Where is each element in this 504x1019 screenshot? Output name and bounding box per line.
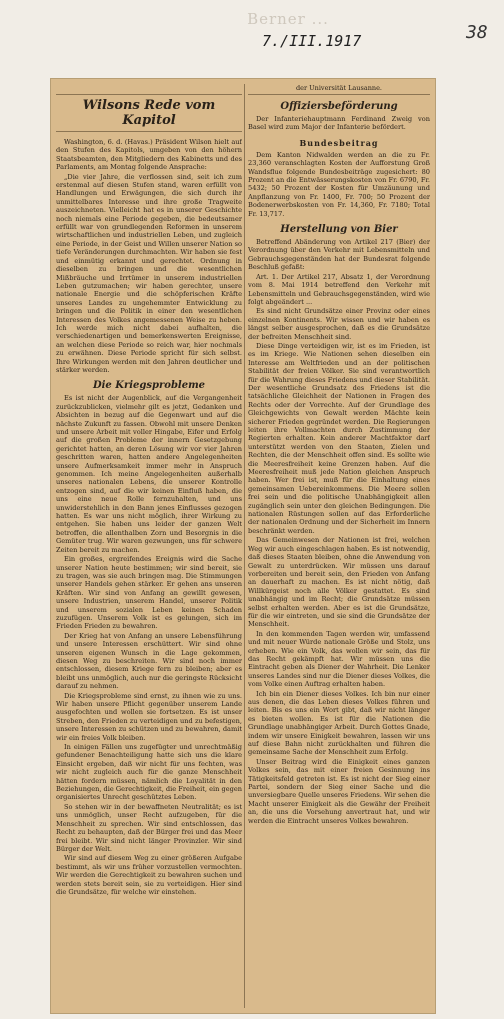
article-paragraph: Diese Dinge verteidigen wir, ist es im Frieden, ist es im Kriege. Wie Nationen sehen dieselben ein Interesse am Weltfrieden und an der politischen Stabilität der freien Völker. Sie sind verantwortlich für die Wahrung dieses Friedens und dieser Stabilität. Der wesentliche Grundsatz des Friedens ist die tatsächliche Gleichheit der Nationen in Fragen des Rechts oder der Vorrechte. Auf der Grundlage des Gleichgewichts von Gewalt werden Mächte kein sicherer Frieden gegründet werden. Die Regierungen leiten ihre Vollmachten durch Zustimmung der Regierten erhalten. Kein anderer Machtfaktor darf unterstützt werden von den Staaten, Zielen und Rechten, die der Menschheit offen sind. Es sollte wie die Meeresfreiheit keine Grenzen haben. Auf die Meeresfreiheit muß jede Nation gleichen Anspruch haben. Wer frei ist, muß für die Einhaltung eines gemeinsamen Uebereinkommens. Die Meere sollen frei sein und die politische Unabhängigkeit allen zugänglich sein unter den gleichen Bedingungen. Die nationalen Rüstungen sollen auf das Erforderliche der nationalen Ordnung und der Sicherheit im Innern beschränkt werden. <box>248 341 430 535</box>
continuation-line: der Universität Lausanne. <box>248 84 430 95</box>
newspaper-clipping <box>50 78 436 1014</box>
article-paragraph: Es sind nicht Grundsätze einer Provinz oder eines einzelnen Kontinents. Wir wissen und wir haben es längst selber ausgesprochen, daß es die Grundsätze der befreiten Menschheit sind. <box>248 307 430 341</box>
article-paragraph: Washington, 6. d. (Havas.) Präsident Wilson hielt auf den Stufen des Kapitols, umgeben von den höhern Staatsbeamten, den Mitgliedern des Kabinetts und des Parlaments, am Montag folgende Ansprache: <box>56 138 242 172</box>
right-column <box>248 84 430 1008</box>
article-paragraph: In einigen Fällen uns zugefügter und unrechtmäßig gefundener Benachteiligung hatte sich uns die klare Einsicht ergeben, daß wir nicht für uns fechten, was wir nicht zugleich auch für die ganze Menschheit hätten fordern müssen, nämlich die Loyalität in den Beziehungen, die Gerechtigkeit, die Freiheit, ein gegen organisiertes Unrecht geschütztes Leben. <box>56 743 242 802</box>
article-paragraph: Ein großes, ergreifendes Ereignis wird die Sache unserer Nation heute bestimmen; wir sind bereit, sie zu tragen, was sie auch bringen mag. Die Stimmungen unserer Handels gehen stärker. Er gehen ans unseren Kräften. Wir sind von Anfang an gewillt gewesen, unsere Industrien, unserem Handel, unserer Politik und unserem sozialen Leben keinen Schaden zuzufügen. Unserem Volk ist es gelungen, sich im Frieden Frieden zu bewahren. <box>56 555 242 631</box>
column-divider <box>244 84 245 1008</box>
article-paragraph: Die Kriegsprobleme sind ernst, zu ihnen wie zu uns. Wir haben unsere Pflicht gegenüber unserem Lande ausgefochten und wollen sie fortsetzen. Es ist unser Streben, den Frieden zu verteidigen und zu befestigen, unsere Interessen zu schützen und zu bewahren, damit wir ein freies Volk bleiben. <box>56 691 242 742</box>
section-title: Offiziersbeförderung <box>280 101 398 112</box>
article-paragraph: Unser Beitrag wird die Einigkeit eines ganzen Volkes sein, das mit einer freien Gesinnung ins Tätigkeitsfeld getreten ist. Es ist nicht der Sieg einer Partei, sondern der Sieg einer Sache und die unversiegbare Quelle unseres Friedens. Wir sehen die Macht unserer Einigkeit als die Gewähr der Freiheit an, die uns die Vorsehung anvertraut hat, und wir werden die Eintracht unseres Volkes bewahren. <box>248 757 430 825</box>
article-paragraph: Art. 1. Der Artikel 217, Absatz 1, der Verordnung vom 8. Mai 1914 betreffend den Verkehr mit Lebensmitteln und Gebrauchsgegenständen, wird wie folgt abgeändert ... <box>248 272 430 306</box>
article-paragraph: Der Infanteriehauptmann Ferdinand Zweig von Basel wird zum Major der Infanterie befördert. <box>248 115 430 132</box>
left-column <box>56 84 242 1008</box>
handwritten-date: 7./III.1917 <box>262 32 362 50</box>
article-paragraph: Betreffend Abänderung von Artikel 217 (Bier) der Verordnung über den Verkehr mit Lebensmitteln und Gebrauchsgegenständen hat der Bundesrat folgende Beschluß gefaßt: <box>248 238 430 272</box>
article-paragraph: In den kommenden Tagen werden wir, umfassend und mit neuer Würde nationale Größe und Stolz, uns erheben. Wie ein Volk, das wollen wir sein, das für das Recht gekämpft hat. Wir müssen uns die Eintracht geben als Diener der Wahrheit. Die Lenker unseres Landes sind nur die Diener dieses Volkes, die vom Volke einen Auftrag erhalten haben. <box>248 629 430 689</box>
handwritten-page-number: 38 <box>466 22 488 43</box>
article-paragraph: Der Krieg hat von Anfang an unsere Lebensführung und unsere Interessen erschüttert. Wir sind ohne unseren eigenen Wunsch in die Lage gekommen, diesen Weg zu beschreiten. Wir sind noch immer entschlossen, diesem Kriege fern zu bleiben; aber es bleibt uns unmöglich, auch nur die geringste Rücksicht darauf zu nehmen. <box>56 631 242 691</box>
article-paragraph: „Die vier Jahre, die verflossen sind, seit ich zum erstenmal auf diesen Stufen stand, waren erfüllt von Handlungen und Erwägungen, die sich durch ihr unmittelbares Interesse und ihre große Tragweite auszeichneten. Vielleicht hat es in unserer Geschichte noch niemals eine Periode gegeben, die bedeutsamer erfüllt war von grundlegenden Reformen in unserem wirtschaftlichen und industriellen Leben, und zugleich eine Periode, in der Geist und Willen unserer Nation so tiefe Veränderungen durchmachten. Wir haben sie fest und einmütig erkannt und gerechtet. Ordnung in dieselben zu bringen und die wesentlichen Mißbräuche und Irrtümer in unserem industriellen Leben gutzumachen; wir haben gerechter, unsere nationale Energie und die schöpferischen Kräfte unseres Landes zu ungehemmter Entwicklung zu bringen und die Politik in einer den wesentlichen Interessen des Volkes angemessenen Weise zu heben. Ich werde mich nicht dabei aufhalten, die verschiedenartigen und bemerkenswerten Ereignisse, an welchen diese Periode so reich war, hier nochmals zu erwähnen. Diese Periode spricht für sich selbst. Ihre Wirkungen werden mit den Jahren deutlicher und stärker werden. <box>56 172 242 374</box>
article-paragraph: Dem Kanton Nidwalden werden an die zu Fr. 23,360 veranschlagten Kosten der Aufforstung Groß Wandsflue folgende Bundesbeiträge zugesichert: 80 Prozent an die Entwässerungskosten von Fr. 6790, Fr. 5432; 50 Prozent der Kosten für Umzäunung und Anpflanzung von Fr. 1400, Fr. 700; 50 Prozent der Bodenerwerbskosten von Fr. 14,360, Fr. 7180; Total Fr. 13,717. <box>248 150 430 218</box>
article-paragraph: Wir sind auf diesem Weg zu einer größeren Aufgabe bestimmt, als wir uns früher vorzustellen vermochten. Wir werden die Gerechtigkeit zu bewahren suchen und werden stets bereit sein, sie zu verteidigen. Hier sind die Grundsätze, für welche wir einstehen. <box>56 854 242 896</box>
article-paragraph: Das Gemeinwesen der Nationen ist frei, welchen Weg wir auch eingeschlagen haben. Es ist notwendig, daß dieses Staaten bleiben, ohne die Anwendung von Gewalt zu unterdrücken. Wir müssen uns darauf vorbereiten und bereit sein, den Frieden von Anfang an dauerhaft zu machen. Es ist nicht nötig, daß Willkürgeist noch alle Völker gestattet. Es sind unabhängig und im Recht; die Grundsätze müssen selbst erhalten werden. Aber es ist die Grundsätze, für die wir eintreten, und sie sind die Grundsätze der Menschheit. <box>248 536 430 629</box>
article-headline: Wilsons Rede vom Kapitol <box>56 94 242 132</box>
archive-stamp: Berner ... <box>247 10 329 28</box>
article-paragraph: Ich bin ein Diener dieses Volkes. Ich bin nur einer aus denen, die das Leben dieses Volkes führen und leiten. Bis es uns ein Wort gibt, daß wir nicht länger es bieten wollen. Es ist für die Nationen die Grundlage unabhängiger Arbeit. Durch Gottes Gnade, indem wir unsere Einigkeit bewahren, lassen wir uns auf diese Bahn nicht zurückhalten und führen die gemeinsame Sache der Menschheit zum Erfolg. <box>248 689 430 757</box>
section-title: Bundesbeitrag <box>299 137 379 148</box>
article-paragraph: So stehen wir in der bewaffneten Neutralität; es ist uns unmöglich, unser Recht aufzugeben, für die Menschheit zu sprechen. Wir sind entschlossen, das Recht zu behaupten, daß der Bürger frei und das Meer frei bleibt. Wir sind nicht länger Provinzler. Wir sind Bürger der Welt. <box>56 802 242 853</box>
article-paragraph: Es ist nicht der Augenblick, auf die Vergangenheit zurückzublicken, vielmehr gilt es jetzt, Gedanken und Absichten in bezug auf die Gegenwart und auf die nächste Zukunft zu fassen. Obwohl mit unsere Denken und unsere Arbeit mit voller Hingabe, Eifer und Erfolg auf die großen Probleme der innern Gesetzgebung gerichtet hatten, an deren Lösung wir vor vier Jahren geschritten waren, hatten andere Angelegenheiten unsere Aufmerksamkeit immer mehr in Anspruch genommen. Ich meine Angelegenheiten außerhalb unseres nationalen Lebens, die unserer Kontrolle entzogen sind, auf die wir keinen Einfluß haben, die uns eine neue Rolle fernzuhalten, und uns unwiderstehlich in den Bann jenes Einflusses gezogen hatten. Es war uns nicht möglich, ihrer Wirkung zu entgehen. Sie haben uns leider der ganzen Welt betroffen, die allenthalben Zorn und Besorgnis in die Gemüter trug. Wir waren gezwungen, uns für schwere Zeiten bereit zu machen. <box>56 394 242 554</box>
section-title: Die Kriegsprobleme <box>92 380 206 392</box>
section-title: Herstellung von Bier <box>280 224 398 236</box>
